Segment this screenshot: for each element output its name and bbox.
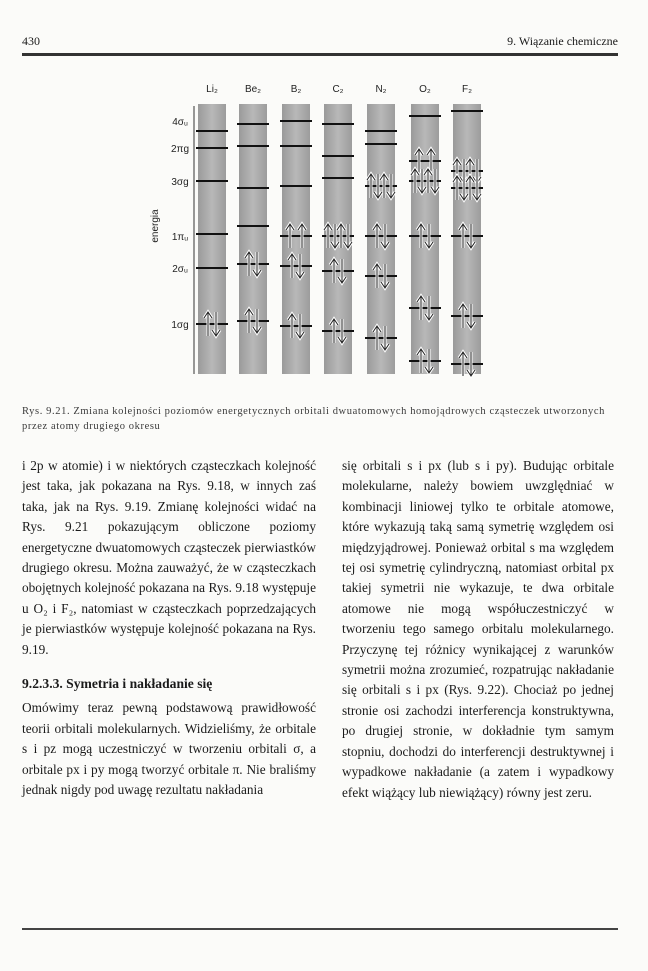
molecule-label: B₂	[290, 84, 302, 95]
section-heading: 9.2.3.3. Symetria i nakładanie się	[22, 676, 213, 692]
mo-column-3	[280, 104, 312, 374]
mo-column-6	[409, 104, 441, 374]
mo-column-1	[196, 104, 228, 374]
column-background	[453, 104, 481, 374]
mo-column-5	[365, 104, 397, 374]
molecule-label: O₂	[419, 84, 431, 95]
chapter-title: 9. Wiązanie chemiczne	[507, 34, 618, 48]
mo-diagram-svg	[150, 76, 495, 386]
left-paragraph-1: i 2p w atomie) i w niektórych cząsteczkach kolejność jest taka, jak pokazana na Rys. 9.18, w innych zaś taka, jak na Rys. 9.19. Zmianę kolejności widać na Rys. 9.21 pokazującym obliczone poziomy energetyczne dwuatomowych cząsteczek pierwiastków drugiego okresu. Można zauważyć, że w cząsteczkach obojętnych kolejność pokazana na Rys. 9.18 występuje u O₂ i F₂, natomiast w cząsteczkach poprzedzających je pierwiastków występuje kolejność pokazana na Rys. 9.19.	[22, 458, 316, 657]
header-rule	[22, 53, 618, 56]
left-paragraph-2: Omówimy teraz pewną podstawową prawidłowość teorii orbitali molekularnych. Widzieliśmy, że orbitale s i pz mogą uczestniczyć w tworzeniu orbitali σ, a orbitale px i py mogą tworzyć orbitale π. Nie braliśmy jednak nigdy pod uwagę rezultatu nakładania	[22, 700, 316, 798]
caption-label: Rys. 9.21.	[22, 406, 71, 417]
orbital-label: 2πg	[170, 144, 190, 155]
orbital-label: 4σᵤ	[172, 117, 188, 128]
left-column	[22, 456, 316, 801]
right-paragraph-1: się orbitali s i px (lub s i py). Budując orbitale molekularne, należy bowiem uwzględniać w kombinacji liniowej tylko te orbitale atomowe, które wykazują taką samą symetrię względem osi międzyjądrowej. Ponieważ orbital s ma względem tej osi symetrię cylindryczną, natomiast orbital px takiej symetrii nie wykazuje, te dwa orbitale atomowe nie mogą współuczestniczyć w tworzeniu tego samego orbitalu molekularnego. Przyczynę tej różnicy wynikającej z warunków symetrii można zrozumieć, rozpatrując nakładanie się orbitali s i px (Rys. 9.22). Chociaż po jednej stronie osi zachodzi interferencja konstruktywna, po drugiej stronie, w dokładnie tym samym stopniu, dochodzi do interferencji destruktywnej i wypadkowe nakładanie (a zatem i wypadkowy efekt wiążący lub niewiążący) równy jest zeru.	[342, 458, 614, 800]
column-background	[411, 104, 439, 374]
right-column	[342, 456, 614, 803]
molecule-label: F₂	[462, 84, 472, 95]
mo-energy-diagram	[150, 76, 495, 386]
mo-column-4	[322, 104, 354, 374]
page-number: 430	[22, 34, 40, 48]
mo-column-2	[237, 104, 269, 374]
column-background	[239, 104, 267, 374]
orbital-label: 1σg	[171, 320, 189, 331]
orbital-label: 2σᵤ	[172, 264, 188, 275]
molecule-label: C₂	[332, 84, 344, 95]
molecule-label: N₂	[375, 84, 387, 95]
page-header	[22, 34, 618, 52]
orbital-label: 3σg	[171, 177, 189, 188]
bottom-rule	[22, 928, 618, 930]
mo-column-7	[451, 104, 483, 376]
figure-caption	[22, 404, 614, 434]
molecule-label: Be₂	[244, 84, 262, 95]
molecule-label: Li₂	[206, 84, 218, 95]
orbital-label: 1πᵤ	[171, 232, 189, 243]
caption-text: Zmiana kolejności poziomów energetycznych orbitali dwuatomowych homojądrowych cząsteczek utworzonych przez atomy drugiego okresu	[22, 406, 605, 432]
column-background	[198, 104, 226, 374]
energy-axis-label: energia	[150, 209, 161, 243]
